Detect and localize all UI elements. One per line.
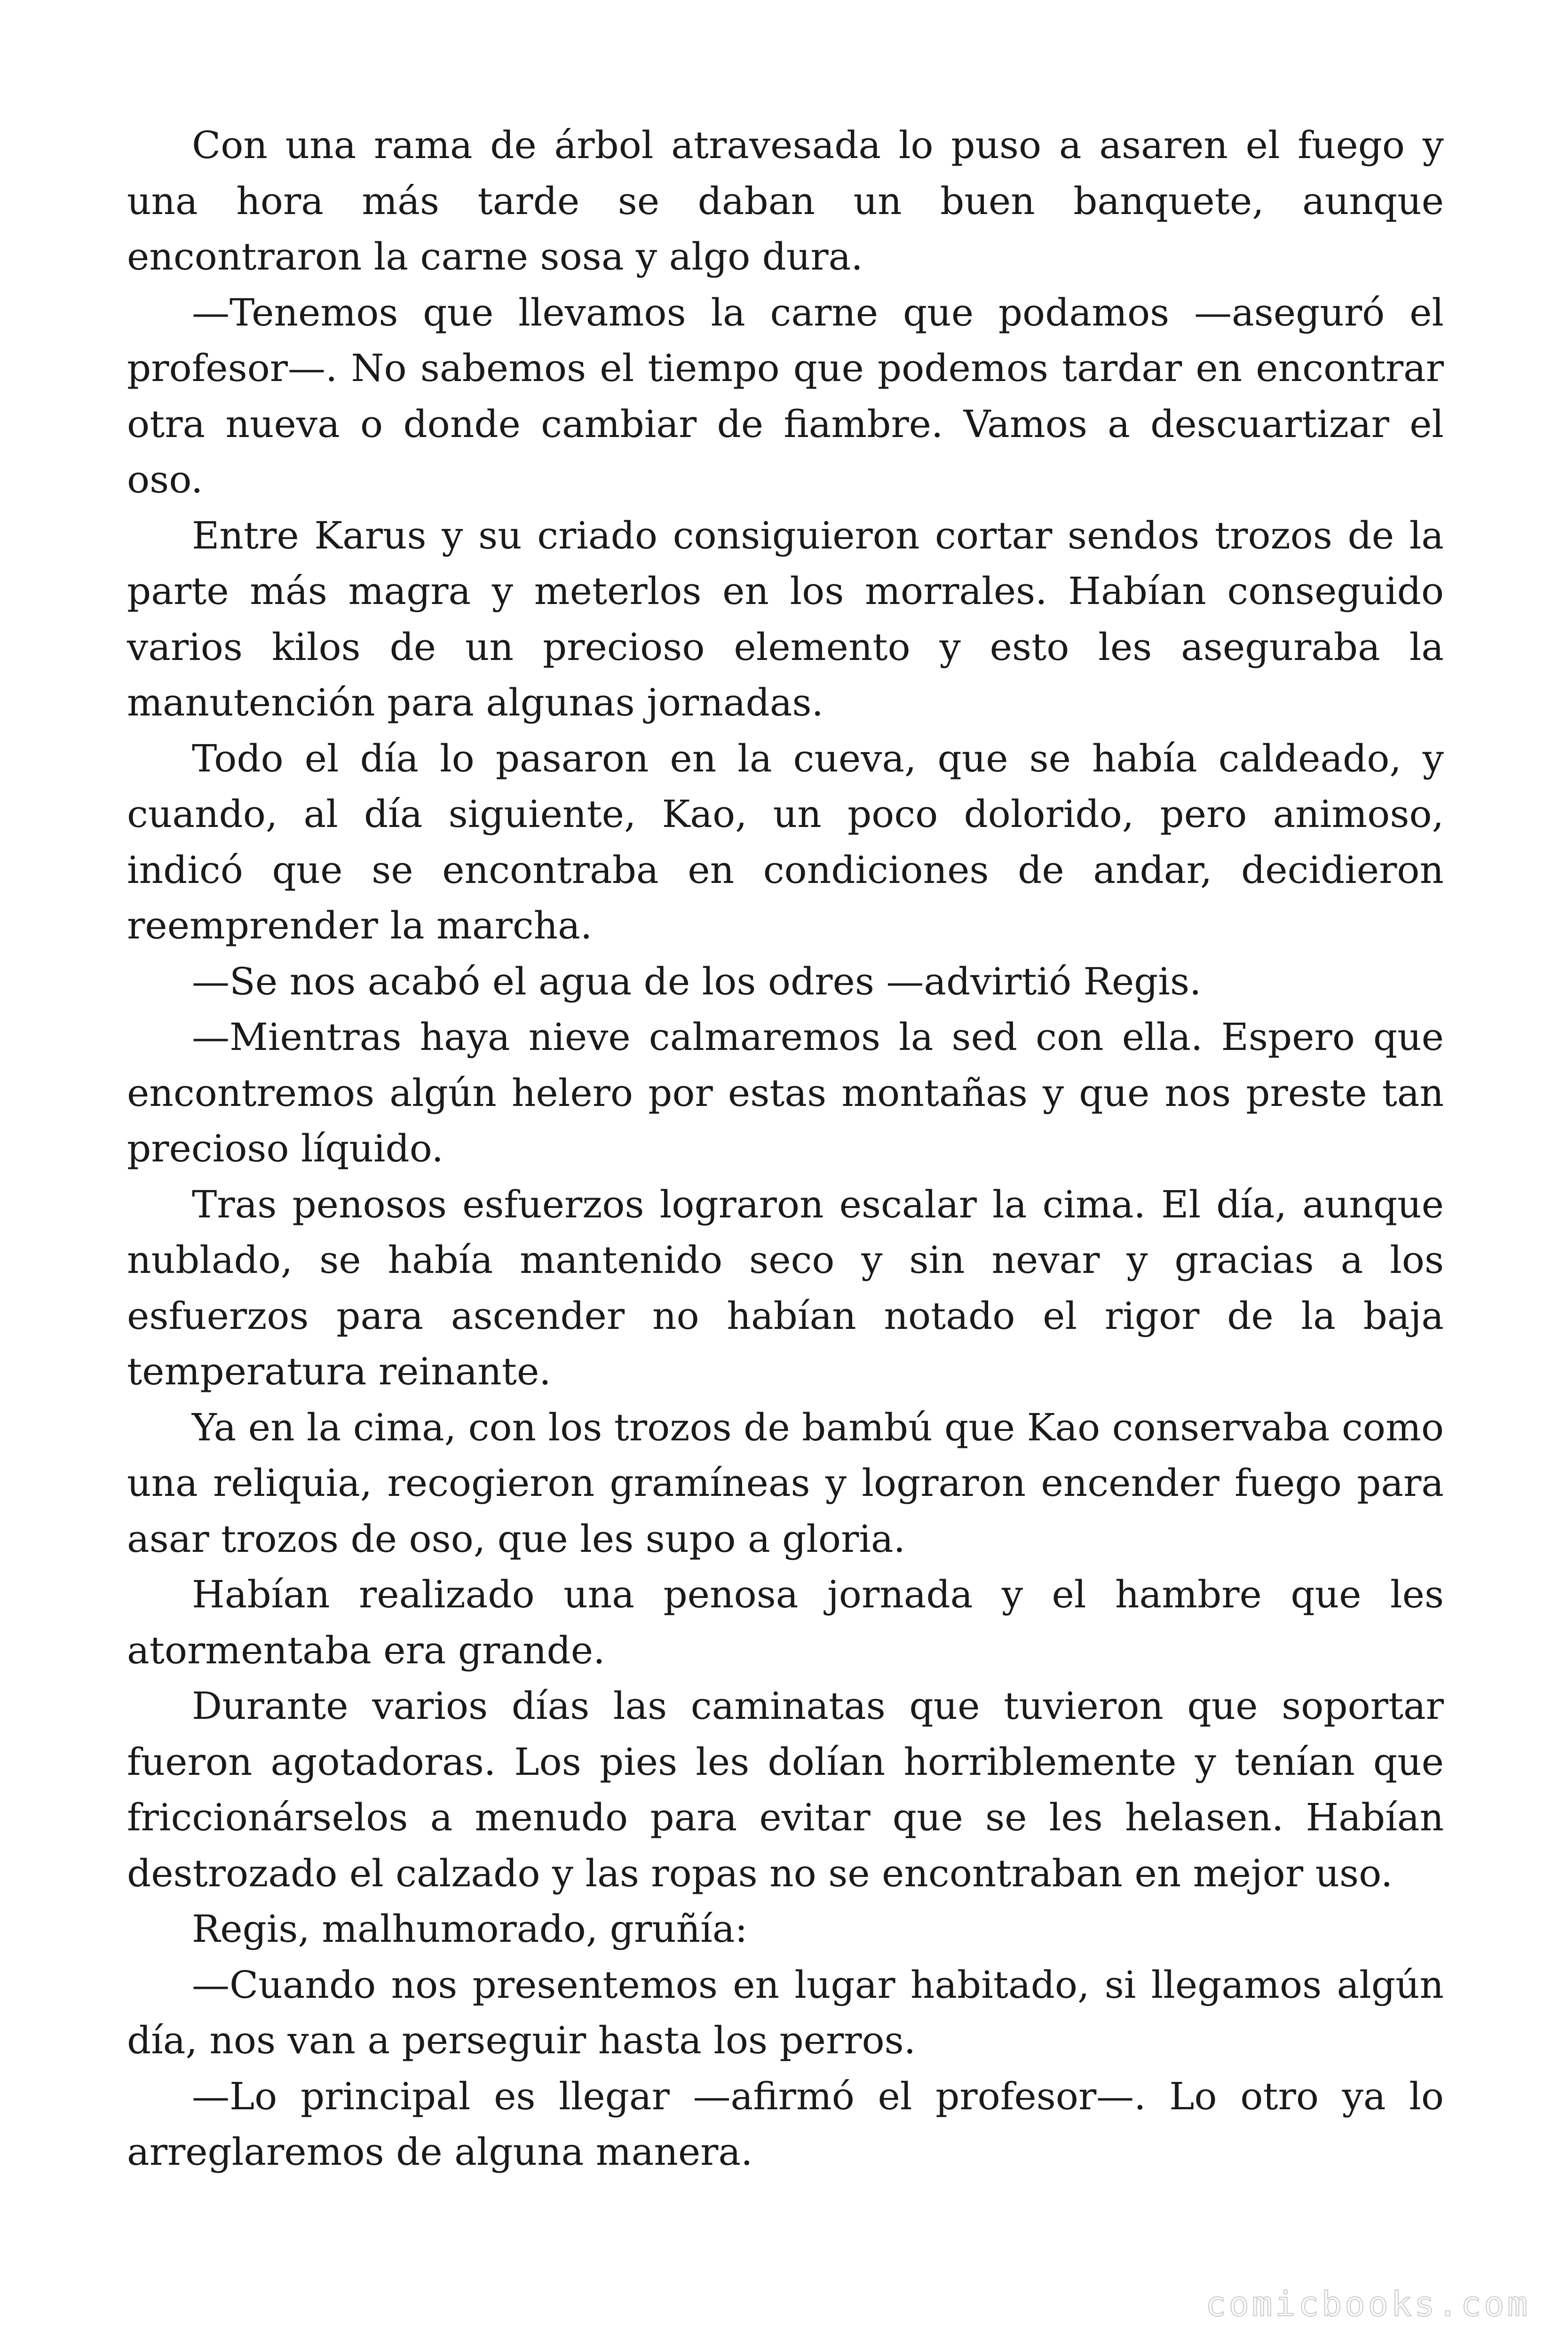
paragraph: Tras penosos esfuerzos lograron escalar la cima. El día, aunque nublado, se había mantenido seco y sin nevar y gracias a los esfuerzos para ascender no habían notado el rigor de la baja temperatura reinante. — [127, 1182, 1444, 1393]
paragraph: Ya en la cima, con los trozos de bambú que Kao conservaba como una reliquia, recogieron gramíneas y lograron encender fuego para asar trozos de oso, que les supo a gloria. — [127, 1405, 1444, 1561]
paragraph: —Lo principal es llegar —afirmó el profesor—. Lo otro ya lo arreglaremos de alguna manera. — [127, 2074, 1444, 2174]
watermark: comicbooks.com — [1205, 2284, 1530, 2324]
paragraph: —Se nos acabó el agua de los odres —advirtió Regis. — [192, 959, 1202, 1003]
paragraph: —Cuando nos presentemos en lugar habitado, si llegamos algún día, nos van a perseguir hasta los perros. — [127, 1963, 1444, 2062]
paragraph: Entre Karus y su criado consiguieron cortar sendos trozos de la parte más magra y meterlos en los morrales. Habían conseguido varios kilos de un precioso elemento y esto les aseguraba la manutención para algunas jornadas. — [127, 513, 1444, 724]
paragraph: Con una rama de árbol atravesada lo puso a asaren el fuego y una hora más tarde se daban un buen banquete, aunque encontraron la carne sosa y algo dura. — [127, 123, 1444, 278]
paragraph: —Mientras haya nieve calmaremos la sed con ella. Espero que encontremos algún helero por estas montañas y que nos preste tan precioso líquido. — [127, 1015, 1444, 1170]
paragraph: Regis, malhumorado, gruñía: — [192, 1907, 748, 1951]
paragraph: Durante varios días las caminatas que tuvieron que soportar fueron agotadoras. Los pies les dolían horriblemente y tenían que friccionárselos a menudo para evitar que se les helasen. Habían destrozado el calzado y las ropas no se encontraban en mejor uso. — [127, 1684, 1444, 1895]
body-text — [127, 118, 1444, 2180]
paragraph: Habían realizado una penosa jornada y el hambre que les atormentaba era grande. — [127, 1573, 1444, 1672]
paragraph: —Tenemos que llevamos la carne que podamos —aseguró el profesor—. No sabemos el tiempo que podemos tardar en encontrar otra nueva o donde cambiar de fiambre. Vamos a descuartizar el oso. — [127, 290, 1444, 501]
paragraph: Todo el día lo pasaron en la cueva, que se había caldeado, y cuando, al día siguiente, Kao, un poco dolorido, pero animoso, indicó que se encontraba en condiciones de andar, decidieron reemprender la marcha. — [127, 736, 1444, 947]
